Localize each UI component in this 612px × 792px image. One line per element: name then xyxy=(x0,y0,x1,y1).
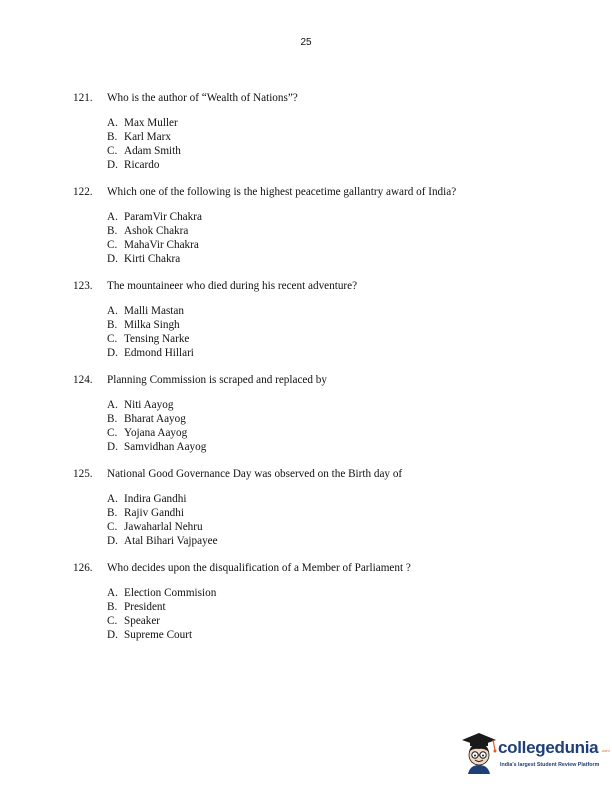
mascot-icon xyxy=(458,728,498,776)
question-text: The mountaineer who died during his recent adventure? xyxy=(107,280,358,292)
option-c xyxy=(107,426,583,440)
option-d xyxy=(107,158,583,172)
option-b xyxy=(107,600,583,614)
option-letter: B. xyxy=(107,225,118,237)
question-number: 125. xyxy=(73,468,93,480)
option-text: Max Muller xyxy=(124,117,178,129)
option-letter: B. xyxy=(107,507,118,519)
option-text: Milka Singh xyxy=(124,319,180,331)
option-text: MahaVir Chakra xyxy=(124,239,199,251)
option-letter: D. xyxy=(107,629,118,641)
question-stem xyxy=(73,373,583,387)
option-text: Adam Smith xyxy=(124,145,181,157)
question-text: National Good Governance Day was observed on the Birth day of xyxy=(107,468,403,480)
logo-wordmark: collegedunia xyxy=(498,738,599,757)
question-124 xyxy=(73,373,583,454)
page-number: 25 xyxy=(300,37,312,48)
option-b xyxy=(107,318,583,332)
option-a xyxy=(107,586,583,600)
option-letter: B. xyxy=(107,601,118,613)
option-d xyxy=(107,346,583,360)
option-list xyxy=(107,586,583,642)
option-text: Kirti Chakra xyxy=(124,253,181,265)
option-letter: C. xyxy=(107,333,118,345)
option-a xyxy=(107,304,583,318)
option-letter: B. xyxy=(107,319,118,331)
option-text: President xyxy=(124,601,166,613)
question-126 xyxy=(73,561,583,642)
option-text: Rajiv Gandhi xyxy=(124,507,184,519)
question-stem xyxy=(73,279,583,293)
option-letter: C. xyxy=(107,427,118,439)
option-text: Malli Mastan xyxy=(124,305,184,317)
option-letter: A. xyxy=(107,305,118,317)
question-122 xyxy=(73,185,583,266)
option-text: ParamVir Chakra xyxy=(124,211,202,223)
option-letter: D. xyxy=(107,159,118,171)
option-letter: D. xyxy=(107,441,118,453)
question-number: 122. xyxy=(73,186,93,198)
logo-tagline: India's largest Student Review Platform xyxy=(500,762,600,768)
question-number: 124. xyxy=(73,374,93,386)
option-letter: A. xyxy=(107,493,118,505)
option-d xyxy=(107,628,583,642)
option-list xyxy=(107,210,583,266)
question-stem xyxy=(73,467,583,481)
option-letter: A. xyxy=(107,211,118,223)
question-text: Who is the author of “Wealth of Nations”? xyxy=(107,92,298,104)
logo-domain: .com xyxy=(601,748,610,753)
option-text: Yojana Aayog xyxy=(124,427,188,439)
option-letter: B. xyxy=(107,413,118,425)
option-letter: A. xyxy=(107,399,118,411)
option-list xyxy=(107,116,583,172)
option-d xyxy=(107,440,583,454)
option-letter: A. xyxy=(107,587,118,599)
option-c xyxy=(107,332,583,346)
option-letter: D. xyxy=(107,535,118,547)
option-letter: C. xyxy=(107,145,118,157)
option-d xyxy=(107,534,583,548)
option-list xyxy=(107,492,583,548)
option-letter: C. xyxy=(107,615,118,627)
option-a xyxy=(107,116,583,130)
option-text: Bharat Aayog xyxy=(124,413,186,425)
option-letter: D. xyxy=(107,253,118,265)
question-number: 126. xyxy=(73,562,93,574)
question-stem xyxy=(73,185,583,199)
option-text: Jawaharlal Nehru xyxy=(124,521,203,533)
option-text: Karl Marx xyxy=(124,131,171,143)
option-text: Tensing Narke xyxy=(124,333,190,345)
option-c xyxy=(107,520,583,534)
option-text: Election Commision xyxy=(124,587,217,599)
question-stem xyxy=(73,561,583,575)
option-letter: C. xyxy=(107,239,118,251)
option-letter: B. xyxy=(107,131,118,143)
option-text: Speaker xyxy=(124,615,161,627)
option-text: Samvidhan Aayog xyxy=(124,441,207,453)
option-text: Niti Aayog xyxy=(124,399,174,411)
question-text: Which one of the following is the highest peacetime gallantry award of India? xyxy=(107,186,457,198)
question-text: Who decides upon the disqualification of a Member of Parliament ? xyxy=(107,562,411,574)
option-text: Ashok Chakra xyxy=(124,225,189,237)
question-list xyxy=(73,91,583,655)
question-123 xyxy=(73,279,583,360)
option-text: Indira Gandhi xyxy=(124,493,187,505)
option-c xyxy=(107,144,583,158)
option-b xyxy=(107,130,583,144)
collegedunia-logo xyxy=(458,728,608,776)
option-letter: C. xyxy=(107,521,118,533)
option-c xyxy=(107,614,583,628)
option-b xyxy=(107,412,583,426)
option-text: Atal Bihari Vajpayee xyxy=(124,535,218,547)
option-b xyxy=(107,506,583,520)
option-d xyxy=(107,252,583,266)
option-letter: A. xyxy=(107,117,118,129)
question-number: 123. xyxy=(73,280,93,292)
option-text: Edmond Hillari xyxy=(124,347,194,359)
option-c xyxy=(107,238,583,252)
option-letter: D. xyxy=(107,347,118,359)
option-b xyxy=(107,224,583,238)
question-121 xyxy=(73,91,583,172)
question-125 xyxy=(73,467,583,548)
question-stem xyxy=(73,91,583,105)
option-text: Supreme Court xyxy=(124,629,193,641)
option-a xyxy=(107,492,583,506)
option-list xyxy=(107,304,583,360)
option-a xyxy=(107,398,583,412)
option-a xyxy=(107,210,583,224)
option-list xyxy=(107,398,583,454)
option-text: Ricardo xyxy=(124,159,160,171)
question-number: 121. xyxy=(73,92,93,104)
question-text: Planning Commission is scraped and replaced by xyxy=(107,374,327,386)
